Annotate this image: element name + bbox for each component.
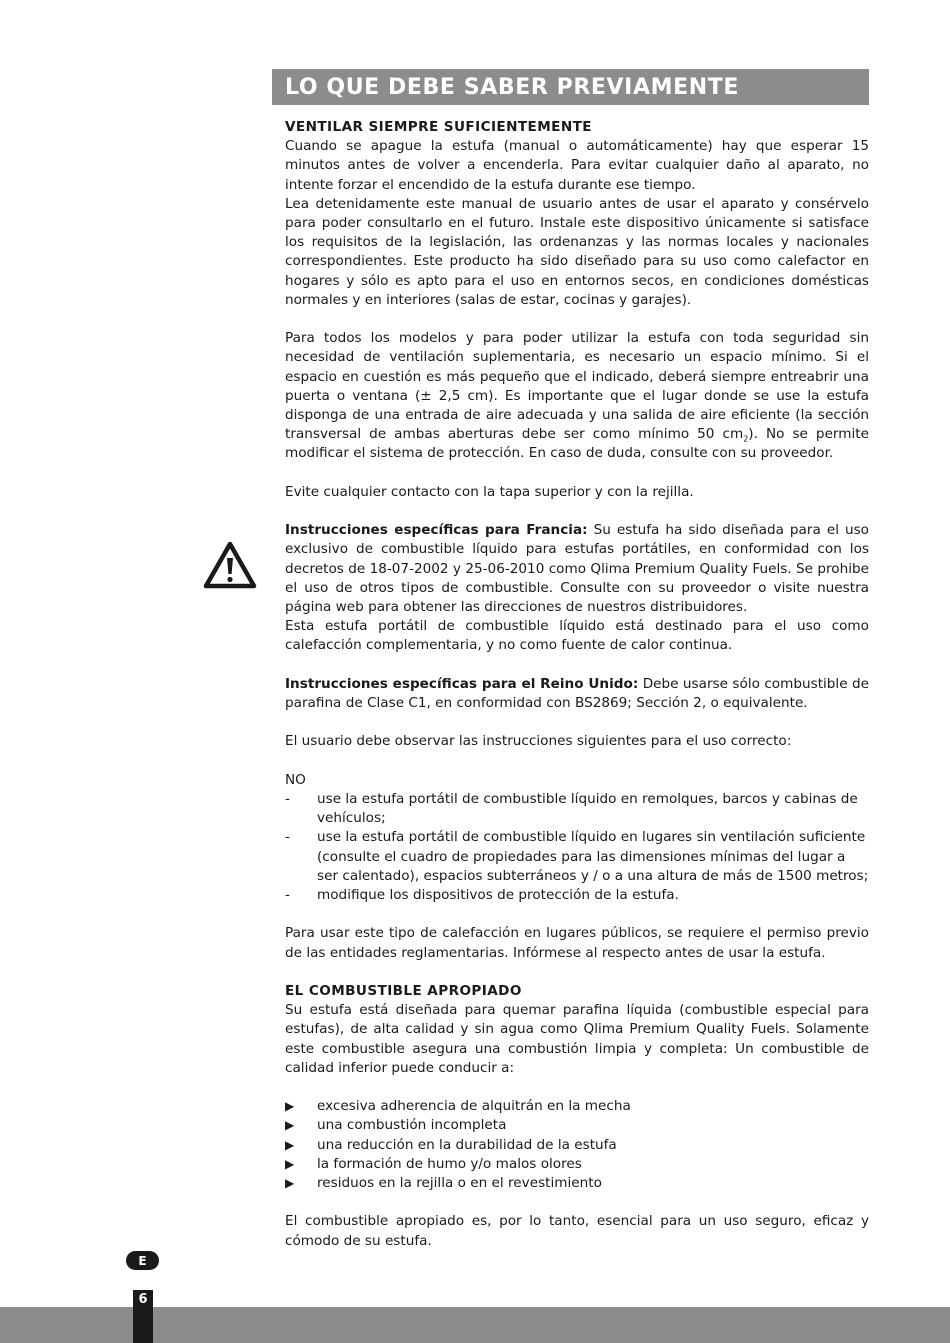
paragraph: Cuando se apague la estufa (manual o automáticamente) hay que esperar 15 minutos antes de volver a encenderla. Para evitar cualquier daño al aparato, no intente forzar el encendido de la estufa durante ese tiempo. (285, 138, 869, 193)
heading-combustible: EL COMBUSTIBLE APROPIADO (285, 983, 522, 1000)
arrow-bullet-icon: ▶ (285, 1156, 295, 1171)
paragraph: Para usar este tipo de calefacción en lugares públicos, se requiere el permiso previo de las entidades reglamentarias. Infórmese al respecto antes de usar la estufa. (285, 925, 869, 961)
list-item-text: una reducción en la durabilidad de la estufa (317, 1136, 617, 1153)
text-span: ). No se permite modificar el sistema de protección. En caso de duda, consulte con su proveedor. (285, 426, 869, 462)
title-bar (272, 69, 869, 105)
label-francia: Instrucciones específicas para Francia: (285, 522, 588, 539)
dash-mark: - (285, 791, 290, 808)
list-item (285, 1116, 869, 1135)
warning-triangle-icon (203, 541, 257, 589)
page-title: LO QUE DEBE SABER PREVIAMENTE (285, 74, 739, 100)
subscript-2: 2 (743, 434, 749, 444)
paragraph: El combustible apropiado es, por lo tanto, esencial para un uso seguro, eficaz y cómodo de su estufa. (285, 1213, 869, 1249)
list-item-text: use la estufa portátil de combustible líquido en remolques, barcos y cabinas de vehículos; (317, 791, 858, 827)
list-item (285, 790, 869, 828)
main-content (285, 118, 869, 1251)
dash-mark: - (285, 829, 290, 846)
paragraph-francia (285, 521, 869, 617)
text-span: Debe usarse sólo combustible de parafina de Clase C1, en conformidad con BS2869; Sección 2, o equivalente. (285, 675, 869, 712)
list-item (285, 1097, 869, 1116)
heading-ventilar: VENTILAR SIEMPRE SUFICIENTEMENTE (285, 119, 592, 135)
text-span: Su estufa ha sido diseñada para el uso exclusivo de combustible líquido para estufas portátiles, en conformidad con los decretos de 18-07-2002 y 25-06-2010 como Qlima Premium Quality Fuels. Se prohibe el uso de otros tipos de combustible. Consulte con su proveedor o visite nuestra página web para obtener las direcciones de nuestros distribuidores. (285, 522, 870, 616)
paragraph-reino-unido (285, 675, 869, 713)
list-item (285, 886, 869, 905)
page-number: 6 (133, 1290, 153, 1343)
no-list (285, 790, 869, 905)
list-item-text: una combustión incompleta (317, 1117, 507, 1134)
fuel-issues-list (285, 1097, 869, 1193)
list-item (285, 1136, 869, 1155)
paragraph: Su estufa está diseñada para quemar parafina líquida (combustible especial para estufas), de alta calidad y sin agua como Qlima Premium Quality Fuels. Solamente este combustible asegura una combustión limpia y completa: Un combustible de calidad inferior puede conducir a: (285, 1002, 869, 1076)
paragraph: Lea detenidamente este manual de usuario antes de usar el aparato y consérvelo para poder consultarlo en el futuro. Instale este dispositivo únicamente si satisface los requisitos de la legislación, las ordenanzas y las normas locales y nacionales correspondientes. Este producto ha sido diseñado para su uso como calefactor en hogares y sólo es apto para el uso en entornos secos, en condiciones domésticas normales y en interiores (salas de estar, cocinas y garajes). (285, 195, 869, 308)
paragraph-ventilacion (285, 329, 869, 463)
paragraph: Esta estufa portátil de combustible líquido está destinado para el uso como calefacción complementaria, y no como fuente de calor continua. (285, 618, 869, 654)
list-item (285, 1155, 869, 1174)
arrow-bullet-icon: ▶ (285, 1118, 295, 1133)
language-badge: E (126, 1251, 159, 1270)
list-item-text: use la estufa portátil de combustible líquido en lugares sin ventilación suficiente (consulte el cuadro de propiedades para las dimensiones mínimas del lugar a ser calentado), espacios subterráneos y / o a una altura de más de 1500 metros; (317, 829, 869, 884)
arrow-bullet-icon: ▶ (285, 1176, 295, 1191)
dash-mark: - (285, 887, 290, 904)
list-item-text: modifique los dispositivos de protección de la estufa. (317, 887, 679, 904)
list-item-text: la formación de humo y/o malos olores (317, 1155, 582, 1172)
list-item-text: excesiva adherencia de alquitrán en la mecha (317, 1098, 631, 1115)
paragraph: El usuario debe observar las instrucciones siguientes para el uso correcto: (285, 733, 792, 750)
paragraph: Evite cualquier contacto con la tapa superior y con la rejilla. (285, 483, 694, 500)
label-reino-unido: Instrucciones específicas para el Reino Unido: (285, 675, 639, 692)
text-span: Para todos los modelos y para poder utilizar la estufa con toda seguridad sin necesidad de ventilación suplementaria, es necesario un espacio mínimo. Si el espacio en cuestión es más pequeño que el indicado, deberá siempre entreabrir una puerta o ventana (± 2,5 cm). Es importante que el lugar donde se use la estufa disponga de una entrada de aire adecuada y una salida de aire eficiente (la sección transversal de ambas aberturas debe ser como mínimo 50 cm (285, 330, 869, 443)
arrow-bullet-icon: ▶ (285, 1137, 295, 1152)
list-item-text: residuos en la rejilla o en el revestimiento (317, 1175, 602, 1192)
arrow-bullet-icon: ▶ (285, 1099, 295, 1114)
list-item (285, 1174, 869, 1193)
no-label: NO (285, 771, 306, 788)
list-item (285, 828, 869, 886)
